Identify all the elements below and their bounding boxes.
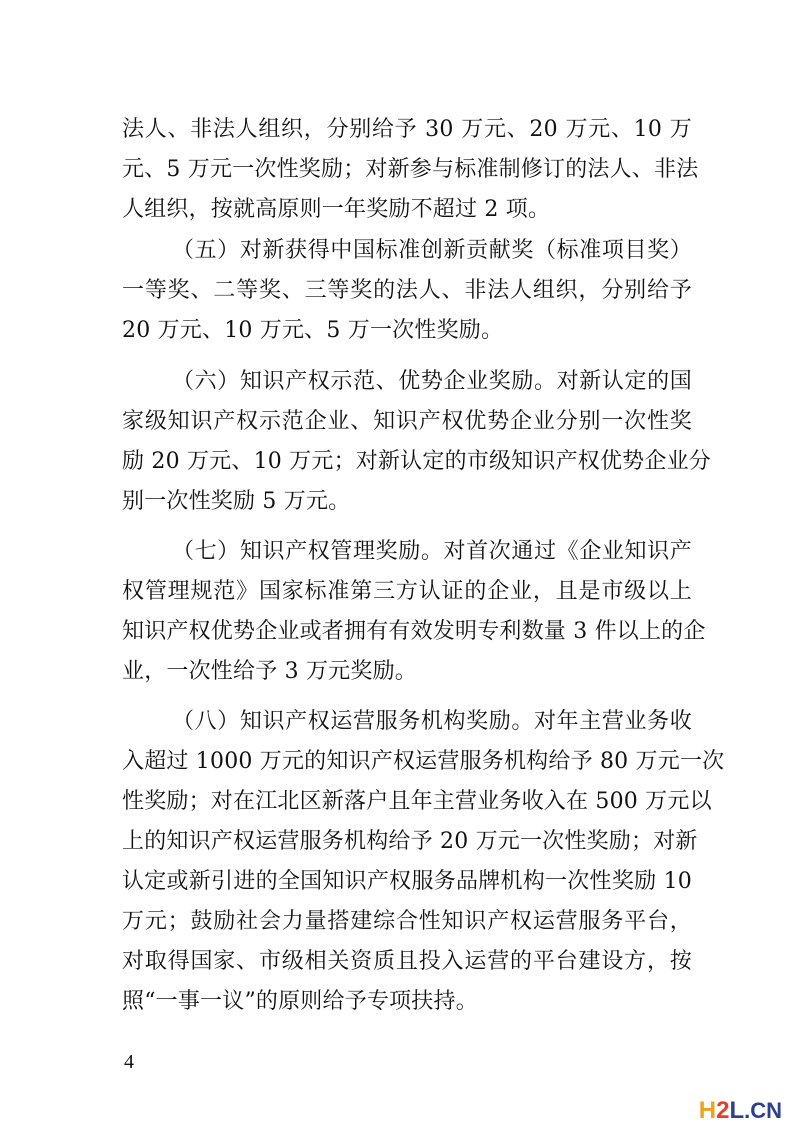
body-text-line: 法人、非法人组织，分别给予 30 万元、20 万元、10 万 [122,117,692,142]
paragraph-heading-line: （七）知识产权管理奖励。对首次通过《企业知识产 [172,539,692,564]
paragraph-heading-line: （八）知识产权运营服务机构奖励。对年主营业务收 [172,709,692,734]
body-text-line: 入超过 1000 万元的知识产权运营服务机构给予 80 万元一次 [122,749,725,774]
body-text-line: 照“一事一议”的原则给予专项扶持。 [122,989,478,1014]
body-text-line: 人组织，按就高原则一年奖励不超过 2 项。 [122,197,551,222]
body-text-line: 元、5 万元一次性奖励；对新参与标准制修订的法人、非法 [122,157,699,182]
body-text-line: 对取得国家、市级相关资质且投入运营的平台建设方，按 [122,949,692,974]
body-text-line: 一等奖、二等奖、三等奖的法人、非法人组织，分别给予 [122,278,692,303]
watermark-logo [698,1097,782,1124]
watermark-part: L [729,1097,745,1124]
body-text-line: 知识产权优势企业或者拥有有效发明专利数量 3 件以上的企 [122,619,706,644]
body-text-line: 万元；鼓励社会力量搭建综合性知识产权运营服务平台， [122,909,692,934]
body-text-line: 权管理规范》国家标准第三方认证的企业，且是市级以上 [122,579,692,604]
paragraph-heading-line: （五）对新获得中国标准创新贡献奖（标准项目奖） [172,238,692,263]
watermark-part: .CN [744,1098,782,1123]
watermark-part: 2 [716,1097,730,1124]
body-text-line: 认定或新引进的全国知识产权服务品牌机构一次性奖励 10 [122,869,692,894]
watermark-part: H [698,1097,717,1124]
body-text-line: 20 万元、10 万元、5 万一次性奖励。 [122,318,504,343]
body-text-line: 别一次性奖励 5 万元。 [122,489,351,514]
body-text-line: 上的知识产权运营服务机构给予 20 万元一次性奖励；对新 [122,829,698,854]
body-text-line: 性奖励；对在江北区新落户且年主营业务收入在 500 万元以 [122,789,712,814]
paragraph-heading-line: （六）知识产权示范、优势企业奖励。对新认定的国 [172,369,692,394]
page-number: 4 [124,1051,134,1073]
body-text-line: 家级知识产权示范企业、知识产权优势企业分别一次性奖 [122,409,692,434]
body-text-line: 业，一次性给予 3 万元奖励。 [122,659,417,684]
body-text-line: 励 20 万元、10 万元；对新认定的市级知识产权优势企业分 [122,449,711,474]
